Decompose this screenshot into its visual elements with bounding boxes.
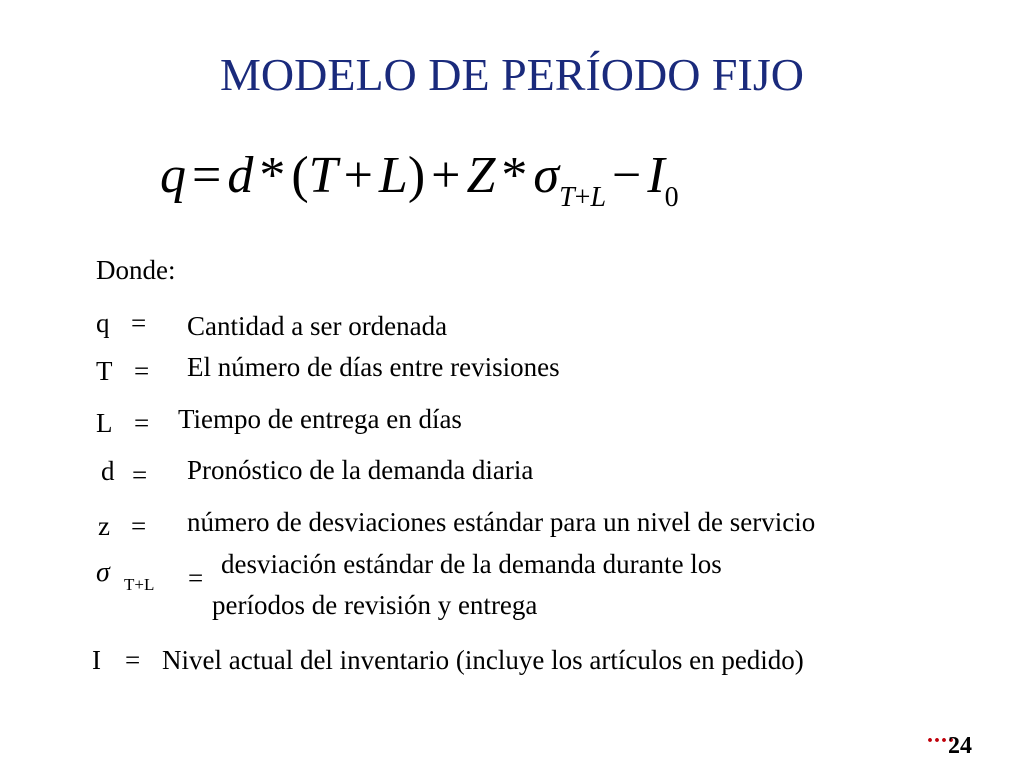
formula-rparen: ) <box>407 147 426 204</box>
formula-plus: + <box>431 147 461 204</box>
formula-sigma-subscript <box>559 182 606 213</box>
slide-title: MODELO DE PERÍODO FIJO <box>220 49 804 100</box>
definitions-intro: Donde: <box>96 255 176 285</box>
formula <box>160 147 679 213</box>
def-text-I: Nivel actual del inventario (incluye los artículos en pedido) <box>162 645 804 675</box>
def-symbol-I: I <box>92 645 101 675</box>
page-marker-dots: ···· <box>926 728 955 754</box>
def-symbol-z: z <box>98 511 110 541</box>
def-equals: = <box>132 460 148 490</box>
formula-equals: = <box>192 147 222 204</box>
formula-sigma: σ <box>533 147 560 204</box>
formula-star: * <box>259 147 286 204</box>
def-symbol-d: d <box>101 456 115 486</box>
def-text-T: El número de días entre revisiones <box>187 352 560 382</box>
def-equals: = <box>131 511 147 541</box>
formula-I: I <box>647 147 665 204</box>
def-symbol-L: L <box>96 408 113 438</box>
page-number: 24 <box>948 733 972 759</box>
def-equals: = <box>125 645 141 675</box>
formula-sub-L: L <box>590 182 607 213</box>
def-equals: = <box>188 563 204 593</box>
formula-Z: Z <box>466 147 496 204</box>
formula-I-subscript: 0 <box>664 182 679 213</box>
def-text-q: Cantidad a ser ordenada <box>187 311 448 341</box>
def-equals: = <box>134 356 150 386</box>
def-equals: = <box>134 408 150 438</box>
formula-sub-plus: + <box>574 182 591 213</box>
formula-q: q <box>160 147 186 204</box>
formula-T: T <box>308 147 338 204</box>
formula-plus: + <box>343 147 373 204</box>
formula-sub-T: T <box>559 182 575 213</box>
def-text-L: Tiempo de entrega en días <box>178 404 462 434</box>
formula-d: d <box>227 147 254 204</box>
def-text-z: número de desviaciones estándar para un nivel de servicio <box>187 507 816 537</box>
def-symbol-q: q <box>96 308 110 338</box>
formula-lparen: ( <box>291 147 309 204</box>
def-text-sigma-line2: períodos de revisión y entrega <box>212 590 538 620</box>
formula-star: * <box>501 147 528 204</box>
formula-L: L <box>378 147 408 204</box>
def-symbol-sigma: σ <box>96 557 110 588</box>
def-symbol-sigma-subscript: T+L <box>124 575 155 594</box>
def-equals: = <box>131 308 147 338</box>
def-text-d: Pronóstico de la demanda diaria <box>187 455 534 485</box>
formula-minus: − <box>612 147 642 204</box>
def-text-sigma-line1: desviación estándar de la demanda durante los <box>221 549 722 579</box>
def-symbol-T: T <box>96 356 113 386</box>
